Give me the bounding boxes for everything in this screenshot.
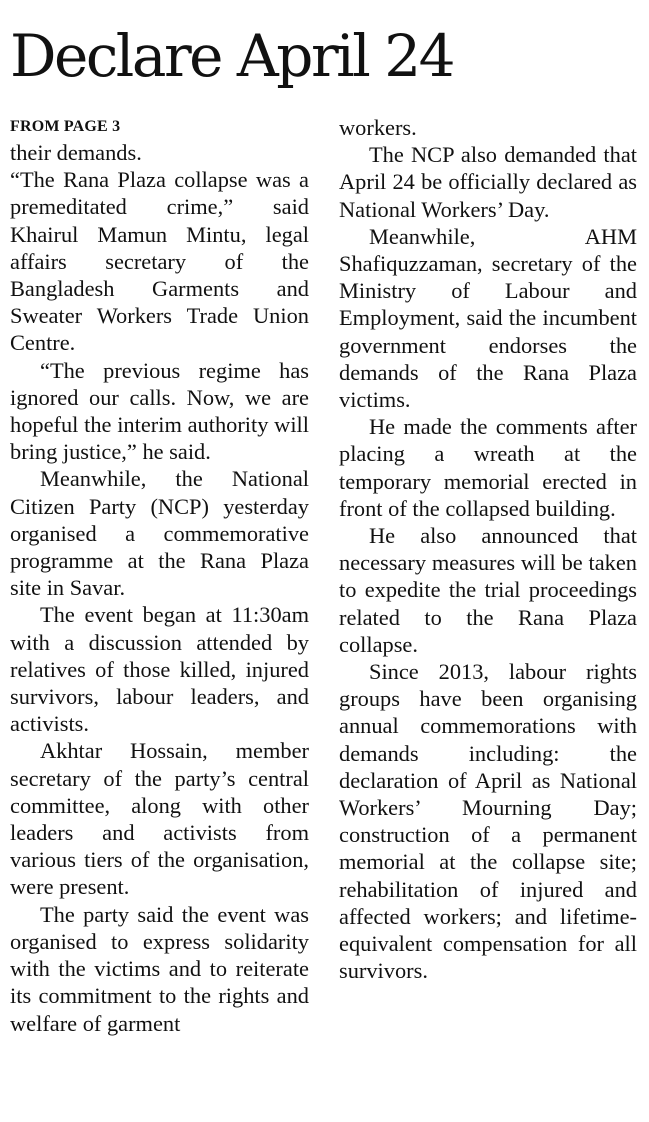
paragraph: “The previous regime has ignored our calls. Now, we are hopeful the interim authority will bring justice,” he said. <box>10 357 309 465</box>
continuation-kicker: FROM PAGE 3 <box>10 118 121 135</box>
paragraph: The party said the event was organised to express solidarity with the victims and to reiterate its commitment to the rights and welfare of garment <box>10 901 309 1036</box>
paragraph: The NCP also demanded that April 24 be officially declared as National Workers’ Day. <box>339 142 637 222</box>
article-column-right <box>339 114 637 985</box>
paragraph: The event began at 11:30am with a discussion attended by relatives of those killed, injured survivors, labour leaders, and activists. <box>10 602 309 737</box>
paragraph: He also announced that necessary measures will be taken to expedite the trial proceedings related to the Rana Plaza collapse. <box>339 523 637 657</box>
paragraph: Akhtar Hossain, member secretary of the party’s central committee, along with other leaders and activists from various tiers of the organisation, were present. <box>10 738 309 900</box>
paragraph: their demands. <box>10 140 142 165</box>
paragraph: Since 2013, labour rights groups have been organising annual commemorations with demands including: the declaration of April as National Workers’ Mourning Day; construction of a permanent memorial at the collapse site; rehabilitation of injured and affected workers; and lifetime-equivalent compensation for all survivors. <box>339 659 637 984</box>
paragraph: “The Rana Plaza collapse was a premeditated crime,” said Khairul Mamun Mintu, legal affairs secretary of the Bangladesh Garments and Sweater Workers Trade Union Centre. <box>10 167 309 356</box>
article-column-left <box>10 114 309 1037</box>
paragraph: Meanwhile, the National Citizen Party (NCP) yesterday organised a commemorative programme at the Rana Plaza site in Savar. <box>10 466 309 601</box>
paragraph: Meanwhile, AHM Shafiquzzaman, secretary of the Ministry of Labour and Employment, said the incumbent government endorses the demands of the Rana Plaza victims. <box>339 223 637 413</box>
paragraph: He made the comments after placing a wreath at the temporary memorial erected in front of the collapsed building. <box>339 414 637 521</box>
headline: Declare April 24 <box>10 22 454 90</box>
paragraph: workers. <box>339 115 417 140</box>
